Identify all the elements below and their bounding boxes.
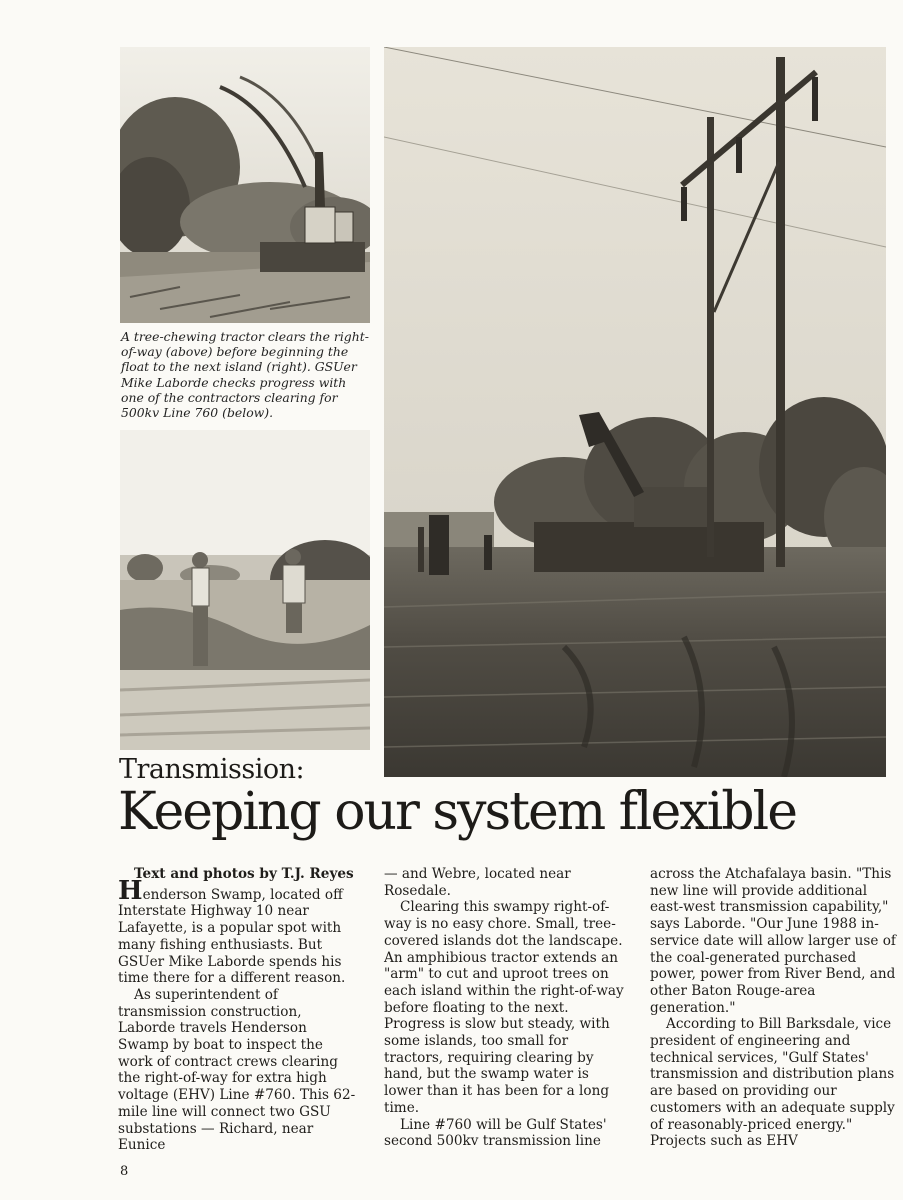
drop-cap: H [118, 875, 143, 906]
photo-laborde-checks-progress [120, 430, 370, 750]
page-number: 8 [120, 1164, 129, 1179]
photo-caption: A tree-chewing tractor clears the right-of-way (above) before beginning the float to the next island (right). GSUer Mike Laborde checks progress with one of the contractors clearing for 500kv Line 760 (below). [121, 329, 369, 421]
photo-swamp-transmission-pole [384, 47, 886, 777]
article-paragraph: As superintendent of transmission construction, Laborde travels Henderson Swamp by boat to inspect the work of contract crews clearing the right-of-way for extra high voltage (EHV) Line #760. This 62-mile line will connect two GSU substations — Richard, near Eunice [118, 986, 356, 1154]
photo-tractor-clearing [120, 47, 370, 323]
article-paragraph: — and Webre, located near Rosedale. [384, 866, 571, 899]
article-paragraph: Line #760 will be Gulf States' second 500kv transmission line [384, 1116, 607, 1150]
article-paragraph: Clearing this swampy right-of-way is no easy chore. Small, tree-covered islands dot the landscape. An amphibious tractor extends an "arm" to cut and uproot trees on each island within the right-of-way before floating to the next. Progress is slow but steady, with some islands, too small for tractors, requiring clearing by hand, but the swamp water is lower than it has been for a long time. [384, 899, 624, 1116]
article-column-1 [118, 866, 358, 1154]
article-column-2 [384, 866, 626, 1150]
article-paragraph: across the Atchafalaya basin. "This new line will provide additional east-west transmission capability," says Laborde. "Our June 1988 in-service date will allow larger use of the coal-generated purchased power, power from River Bend, and other Baton Rouge-area generation." [650, 866, 896, 1016]
byline: Text and photos by T.J. Reyes [134, 866, 354, 882]
section-kicker: Transmission: [119, 754, 305, 785]
article-paragraph: According to Bill Barksdale, vice president of engineering and technical services, "Gulf States' transmission and distribution plans are based on providing our customers with an adequate supply of reasonably-priced energy." Projects such as EHV [650, 1016, 895, 1150]
headline: Keeping our system flexible [118, 782, 796, 842]
article-paragraph: Henderson Swamp, located off Interstate Highway 10 near Lafayette, is a popular spot with many fishing enthusiasts. But GSUer Mike Laborde spends his time there for a different reason. [118, 875, 346, 987]
article-column-3 [650, 866, 902, 1150]
